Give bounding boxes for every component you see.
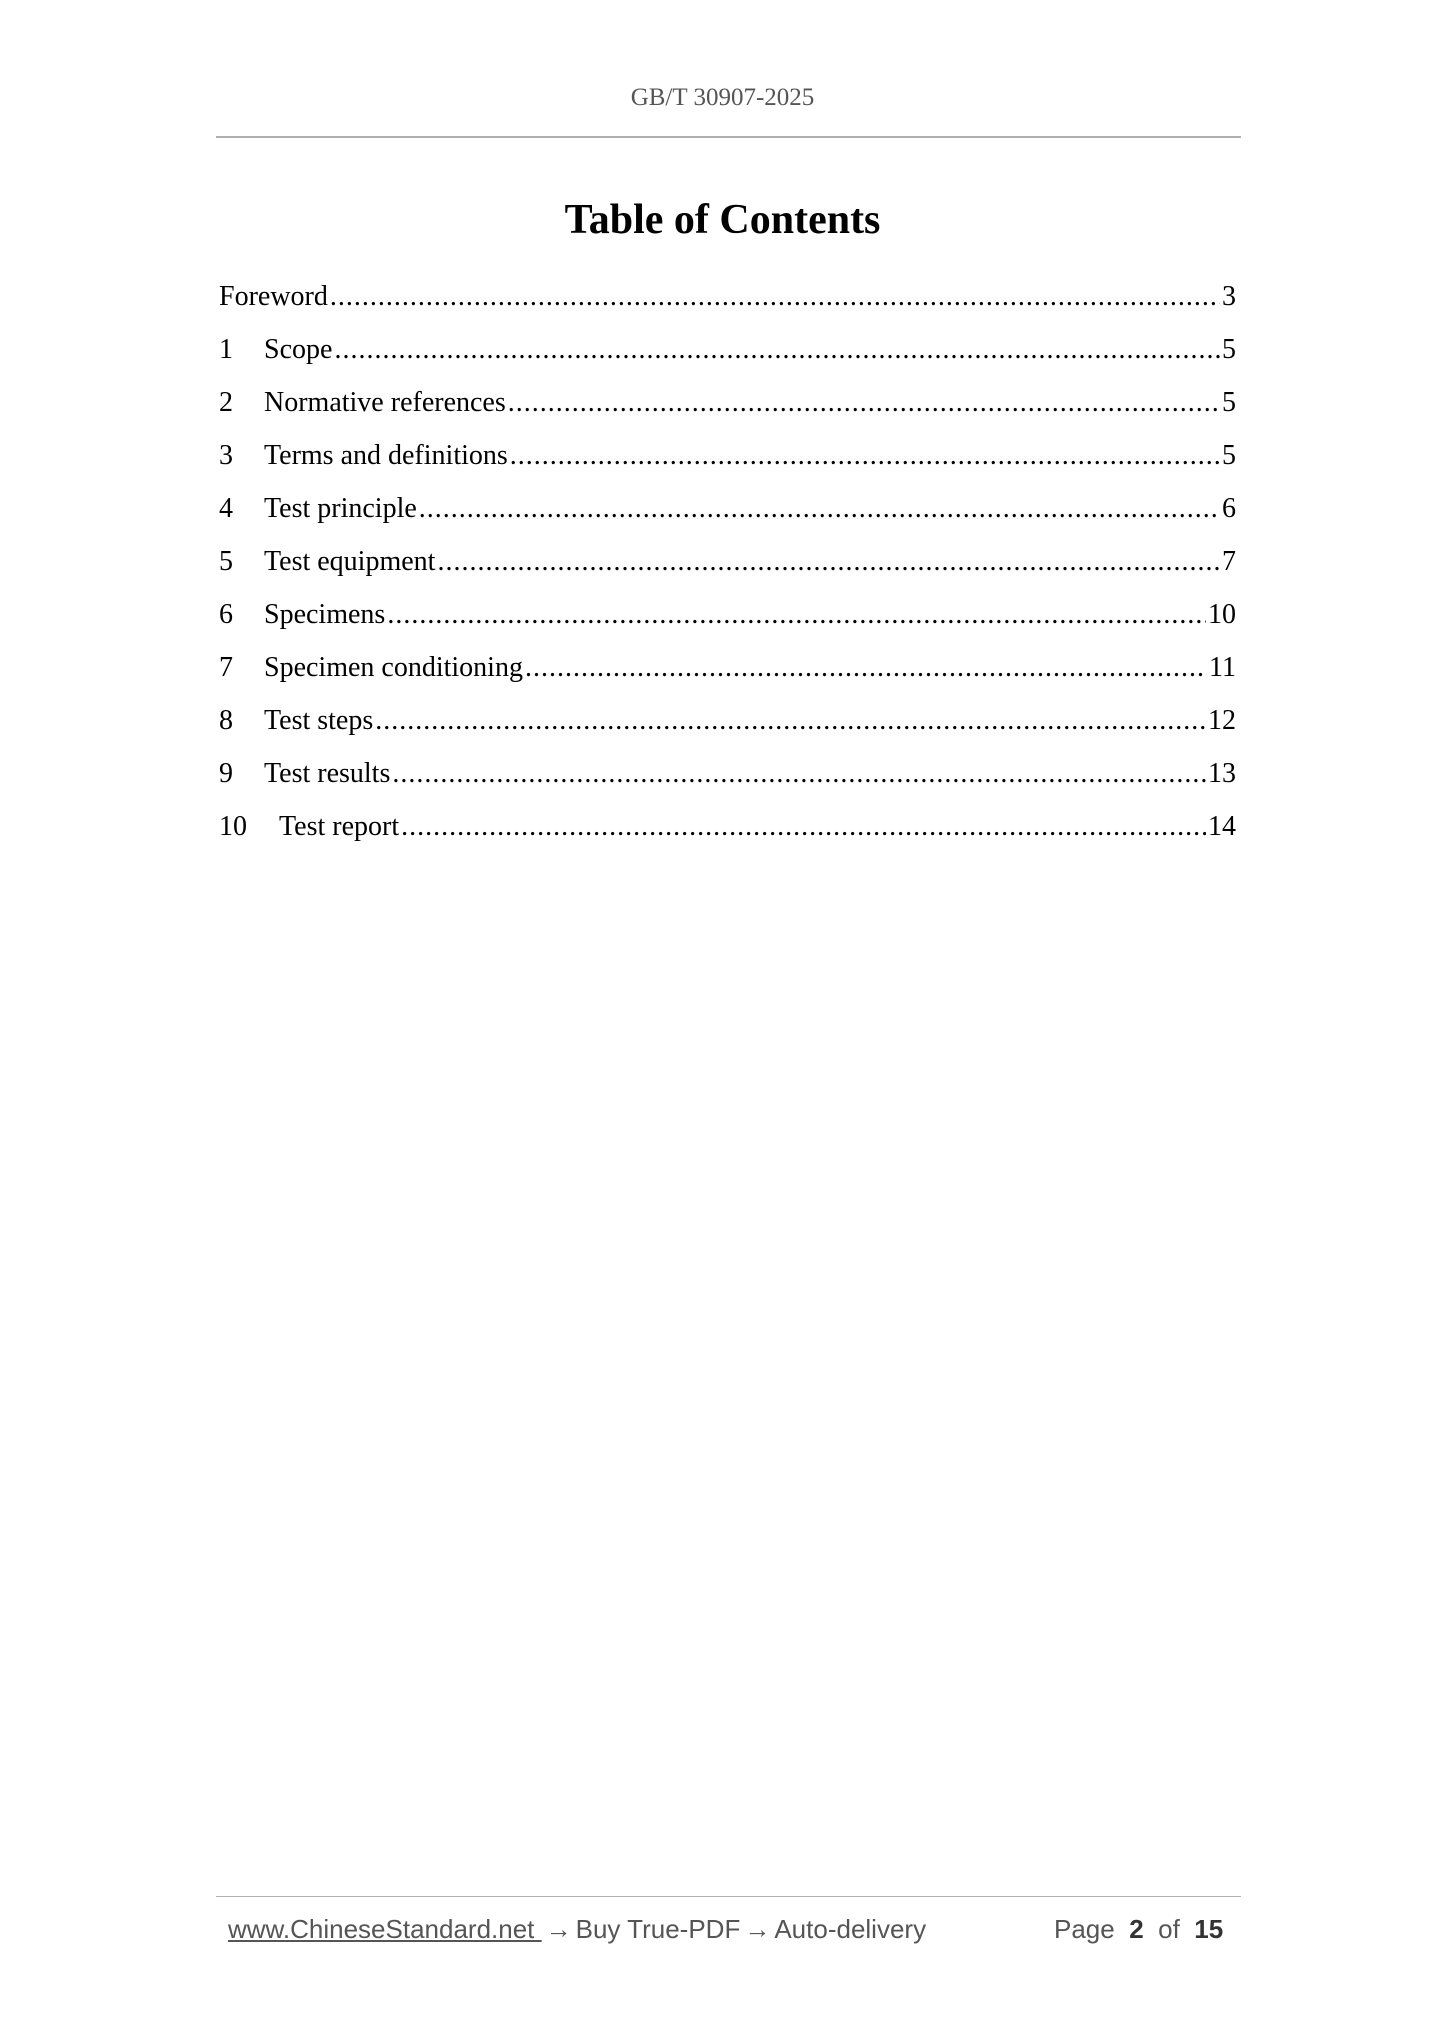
toc-entry-normative-references[interactable] [219, 376, 1236, 429]
toc-entry-label: Specimen conditioning [264, 652, 523, 683]
toc-entry-label: Scope [264, 334, 333, 365]
toc-entry-page: 6 [1222, 493, 1236, 524]
toc-entry-scope[interactable] [219, 323, 1236, 376]
toc-entry-label: Test report [279, 811, 400, 842]
toc-entry-specimens[interactable] [219, 588, 1236, 641]
toc-leader-dots [419, 482, 1220, 535]
toc-entry-number: 5 [219, 546, 233, 577]
toc-entry-label: Test equipment [264, 546, 436, 577]
toc-entry-specimen-conditioning[interactable] [219, 641, 1236, 694]
footer-divider [216, 1896, 1241, 1897]
toc-leader-dots [387, 588, 1206, 641]
toc-leader-dots [375, 694, 1206, 747]
toc-entry-label: Specimens [264, 599, 386, 630]
toc-entry-number: 7 [219, 652, 233, 683]
toc-entry-page: 12 [1208, 705, 1236, 736]
toc-entry-test-steps[interactable] [219, 694, 1236, 747]
toc-entry-test-principle[interactable] [219, 482, 1236, 535]
toc-entry-number: 6 [219, 599, 233, 630]
right-arrow-icon: → [744, 1914, 771, 1944]
toc-entry-page: 11 [1209, 652, 1236, 683]
toc-entry-number: 4 [219, 493, 233, 524]
toc-leader-dots [525, 641, 1207, 694]
toc-entry-number: 1 [219, 334, 233, 365]
toc-entry-terms-definitions[interactable] [219, 429, 1236, 482]
toc-leader-dots [508, 376, 1220, 429]
toc-entry-number: 8 [219, 705, 233, 736]
toc-entry-page: 13 [1208, 758, 1236, 789]
toc-entry-page: 5 [1222, 440, 1236, 471]
page-footer [228, 1914, 1228, 1945]
toc-leader-dots [437, 535, 1220, 588]
toc-entry-foreword[interactable] [219, 270, 1236, 323]
toc-entry-page: 5 [1222, 334, 1236, 365]
toc-entry-test-equipment[interactable] [219, 535, 1236, 588]
page-indicator [1054, 1914, 1223, 1945]
toc-entry-label: Normative references [264, 387, 506, 418]
page-current-number: 2 [1129, 1914, 1144, 1944]
buy-true-pdf-text: Buy True-PDF [575, 1914, 741, 1944]
toc-entry-page: 7 [1222, 546, 1236, 577]
page-word: Page [1054, 1914, 1115, 1944]
toc-leader-dots [510, 429, 1220, 482]
page-total-number: 15 [1194, 1914, 1224, 1944]
toc-entry-test-results[interactable] [219, 747, 1236, 800]
toc-entry-label: Terms and definitions [264, 440, 508, 471]
toc-entry-label: Test steps [264, 705, 374, 736]
toc-entry-number: 2 [219, 387, 233, 418]
toc-leader-dots [330, 270, 1220, 323]
toc-entry-number: 3 [219, 440, 233, 471]
toc-leader-dots [392, 747, 1206, 800]
toc-entry-label: Test results [264, 758, 391, 789]
page-of-word: of [1158, 1914, 1180, 1944]
toc-entry-label: Foreword [219, 281, 328, 312]
toc-leader-dots [334, 323, 1220, 376]
toc-entry-label: Test principle [264, 493, 417, 524]
document-code-header: GB/T 30907-2025 [630, 84, 815, 111]
toc-leader-dots [401, 800, 1206, 853]
toc-entry-test-report[interactable] [219, 800, 1236, 853]
header-divider [216, 136, 1241, 138]
toc-entry-page: 3 [1222, 281, 1236, 312]
site-link[interactable]: www.ChineseStandard.net [228, 1914, 542, 1944]
auto-delivery-text: Auto-delivery [774, 1914, 927, 1944]
toc-entry-page: 10 [1208, 599, 1236, 630]
page-title: Table of Contents [564, 197, 881, 243]
table-of-contents [219, 270, 1236, 853]
toc-entry-page: 5 [1222, 387, 1236, 418]
toc-entry-number: 9 [219, 758, 233, 789]
right-arrow-icon: → [545, 1914, 572, 1944]
toc-entry-page: 14 [1208, 811, 1236, 842]
toc-entry-number: 10 [219, 811, 247, 842]
